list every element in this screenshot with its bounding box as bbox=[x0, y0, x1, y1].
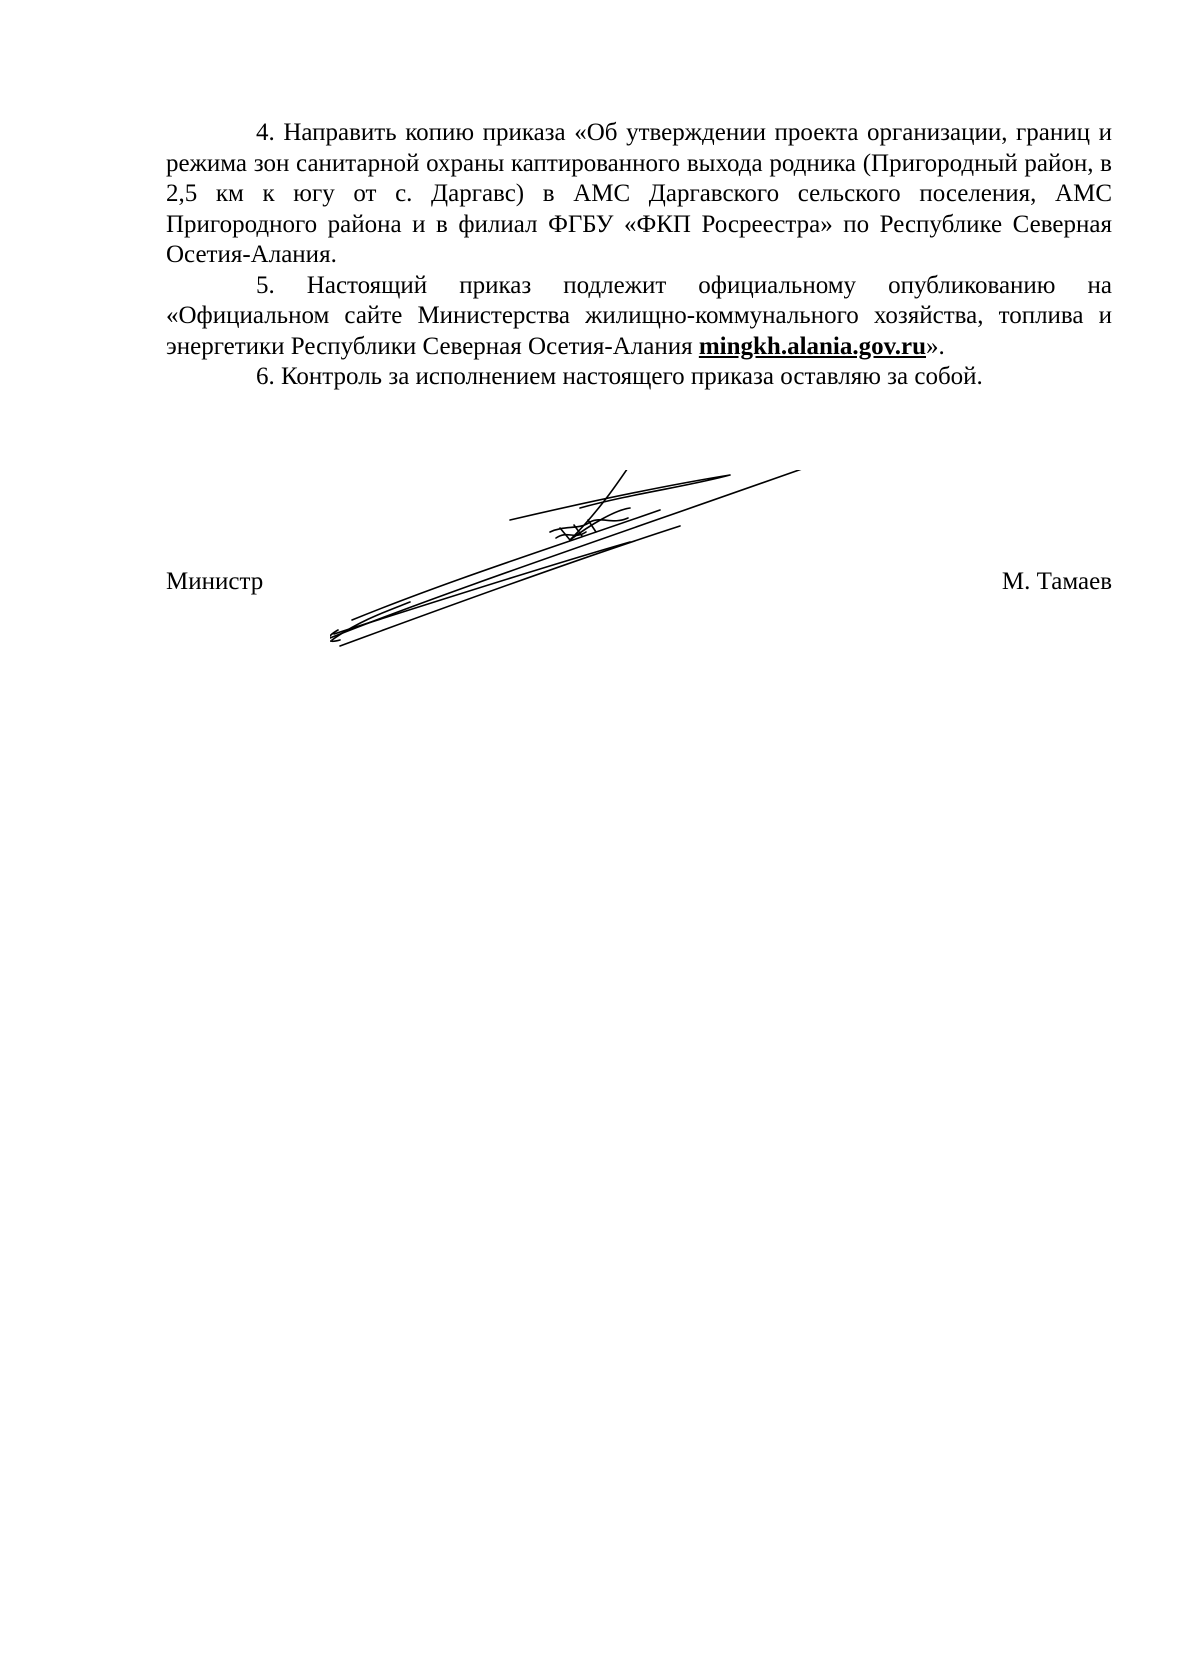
website-link[interactable]: mingkh.alania.gov.ru bbox=[698, 332, 926, 360]
signatory-name: М. Тамаев bbox=[1001, 568, 1112, 595]
signatory-title: Министр bbox=[166, 568, 264, 595]
paragraph-5-text: 5. Настоящий приказ подлежит официальному опубликованию на «Официальном сайте Министерства жилищно-коммунального хозяйства, топлива и энергетики Республики Северная Осетия-Алания bbox=[166, 271, 1112, 360]
paragraph-5-end: ». bbox=[926, 332, 945, 360]
paragraph-6: 6. Контроль за исполнением настоящего приказа оставляю за собой. bbox=[256, 363, 983, 390]
signature-block bbox=[166, 568, 1112, 608]
paragraph-5 bbox=[166, 271, 1112, 363]
paragraph-4: 4. Направить копию приказа «Об утверждении проекта организации, границ и режима зон санитарной охраны каптированного выхода родника (Пригородный район, в 2,5 км к югу от с. Даргавс) в АМС Даргавского сельского поселения, АМС Пригородного района и в филиал ФГБУ «ФКП Росреестра» по Республике Северная Осетия-Алания. bbox=[166, 119, 1112, 268]
document-body bbox=[166, 118, 1112, 393]
